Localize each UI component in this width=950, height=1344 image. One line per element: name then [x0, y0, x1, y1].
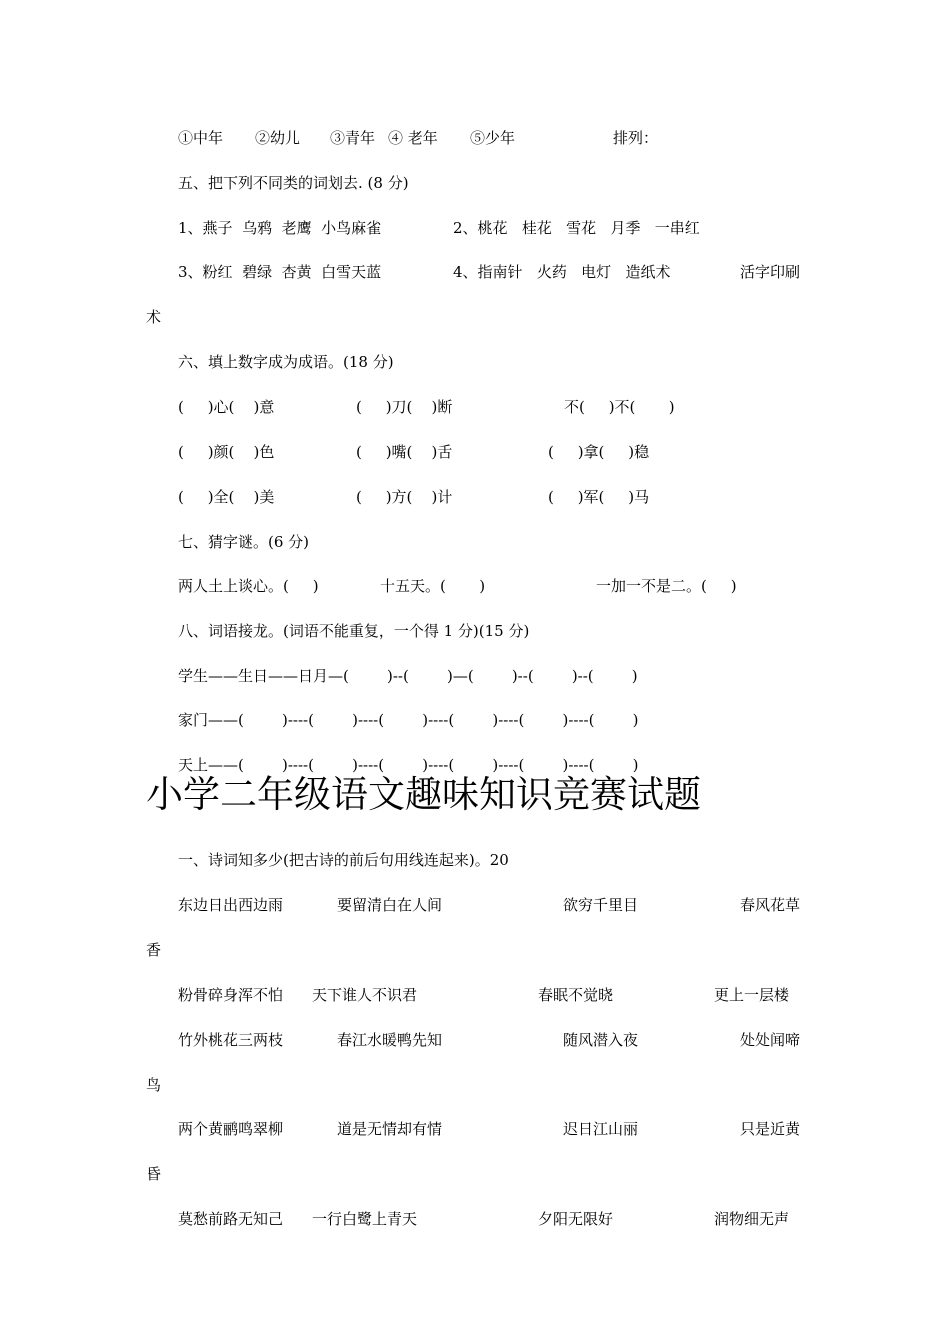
text-segment: 更上一层楼 [714, 986, 790, 1004]
text-line-q6-row1 [0, 395, 950, 419]
text-segment: ( )刀( )断 [356, 398, 453, 416]
text-segment: 术 [146, 308, 162, 326]
text-segment: 1、燕子 乌鸦 老鹰 小鸟麻雀 [178, 219, 382, 237]
text-segment: 竹外桃花三两枝 [178, 1031, 284, 1049]
text-segment: ③青年 [330, 129, 376, 147]
text-segment: 一加一不是二。( ) [596, 577, 737, 595]
text-segment: 学生——生日——日月—( )--( )—( )--( )--( ) [178, 667, 638, 685]
text-segment: 欲穷千里目 [563, 896, 639, 914]
text-line-q8-row1 [0, 664, 950, 688]
text-segment: 家门——( )----( )----( )----( )----( )----( ) [178, 711, 639, 729]
text-line-q6-row2 [0, 440, 950, 464]
text-line-q5-row2 [0, 260, 950, 284]
text-segment: 八、词语接龙。(词语不能重复，一个得 1 分)(15 分) [178, 622, 530, 640]
text-segment: 不( )不( ) [564, 398, 675, 416]
text-segment: 十五天。( ) [380, 577, 486, 595]
text-segment: ( )颜( )色 [178, 443, 275, 461]
text-line-q5-row2-wrap [0, 305, 950, 329]
text-segment: 一、诗词知多少(把古诗的前后句用线连起来)。20 [178, 851, 509, 869]
text-line-poem-row3-wrap [0, 1073, 950, 1097]
text-segment: 莫愁前路无知己 [178, 1210, 284, 1228]
text-line-age-order [0, 126, 950, 150]
text-segment: ( )军( )马 [548, 488, 650, 506]
text-segment: 4、指南针 火药 电灯 造纸术 [453, 263, 671, 281]
text-segment: ⑤少年 [470, 129, 516, 147]
text-line-poem-row1 [0, 893, 950, 917]
text-line-q7-heading [0, 530, 950, 554]
text-line-q7-row [0, 574, 950, 598]
text-segment: 活字印刷 [740, 263, 801, 281]
text-segment: 一行白鹭上青天 [312, 1210, 418, 1228]
text-segment: 春风花草 [740, 896, 801, 914]
text-segment: 润物细无声 [714, 1210, 790, 1228]
text-segment: 春眠不觉晓 [538, 986, 614, 1004]
text-segment: ( )全( )美 [178, 488, 275, 506]
text-segment: 只是近黄 [740, 1120, 801, 1138]
text-segment: ( )心( )意 [178, 398, 275, 416]
text-segment: 夕阳无限好 [538, 1210, 614, 1228]
text-segment: 昏 [146, 1165, 162, 1183]
text-line-q8-row2 [0, 708, 950, 732]
text-segment: ( )方( )计 [356, 488, 453, 506]
text-segment: 五、把下列不同类的词划去. (8 分) [178, 174, 409, 192]
text-line-q5-heading [0, 171, 950, 195]
text-segment: 天下谁人不识君 [312, 986, 418, 1004]
text-line-q8-row3 [0, 753, 950, 777]
text-segment: 要留清白在人间 [337, 896, 443, 914]
text-line-poem-row2 [0, 983, 950, 1007]
text-segment: 道是无情却有情 [337, 1120, 443, 1138]
text-segment: ( )拿( )稳 [548, 443, 650, 461]
text-segment: 迟日江山丽 [563, 1120, 639, 1138]
text-line-poem-row4-wrap [0, 1162, 950, 1186]
text-segment: 粉骨碎身浑不怕 [178, 986, 284, 1004]
text-segment: 七、猜字谜。(6 分) [178, 533, 310, 551]
text-segment: 2、桃花 桂花 雪花 月季 一串红 [453, 219, 700, 237]
text-segment: 鸟 [146, 1076, 162, 1094]
text-line-poem-row5 [0, 1207, 950, 1231]
text-segment: ②幼儿 [255, 129, 301, 147]
text-segment: 香 [146, 941, 162, 959]
text-segment: 随风潜入夜 [563, 1031, 639, 1049]
text-line-q1-heading [0, 848, 950, 872]
text-segment: 排列： [613, 129, 659, 147]
text-segment: ①中年 [178, 129, 224, 147]
text-segment: ( )嘴( )舌 [356, 443, 453, 461]
text-segment: 六、填上数字成为成语。(18 分) [178, 353, 394, 371]
text-line-poem-row1-wrap [0, 938, 950, 962]
text-segment: ④ 老年 [388, 129, 438, 147]
text-line-q8-heading [0, 619, 950, 643]
text-segment: 处处闻啼 [740, 1031, 801, 1049]
text-segment: 两人土上谈心。( ) [178, 577, 319, 595]
text-line-q6-row3 [0, 485, 950, 509]
text-segment: 东边日出西边雨 [178, 896, 284, 914]
text-line-poem-row3 [0, 1028, 950, 1052]
text-line-q6-heading [0, 350, 950, 374]
text-line-q5-row1 [0, 216, 950, 240]
text-segment: 3、粉红 碧绿 杏黄 白雪天蓝 [178, 263, 382, 281]
page-title: 小学二年级语文趣味知识竞赛试题 [146, 773, 701, 816]
text-segment: 两个黄鹂鸣翠柳 [178, 1120, 284, 1138]
text-line-poem-row4 [0, 1117, 950, 1141]
text-segment: 天上——( )----( )----( )----( )----( )----( ) [178, 756, 639, 774]
text-segment: 春江水暖鸭先知 [337, 1031, 443, 1049]
